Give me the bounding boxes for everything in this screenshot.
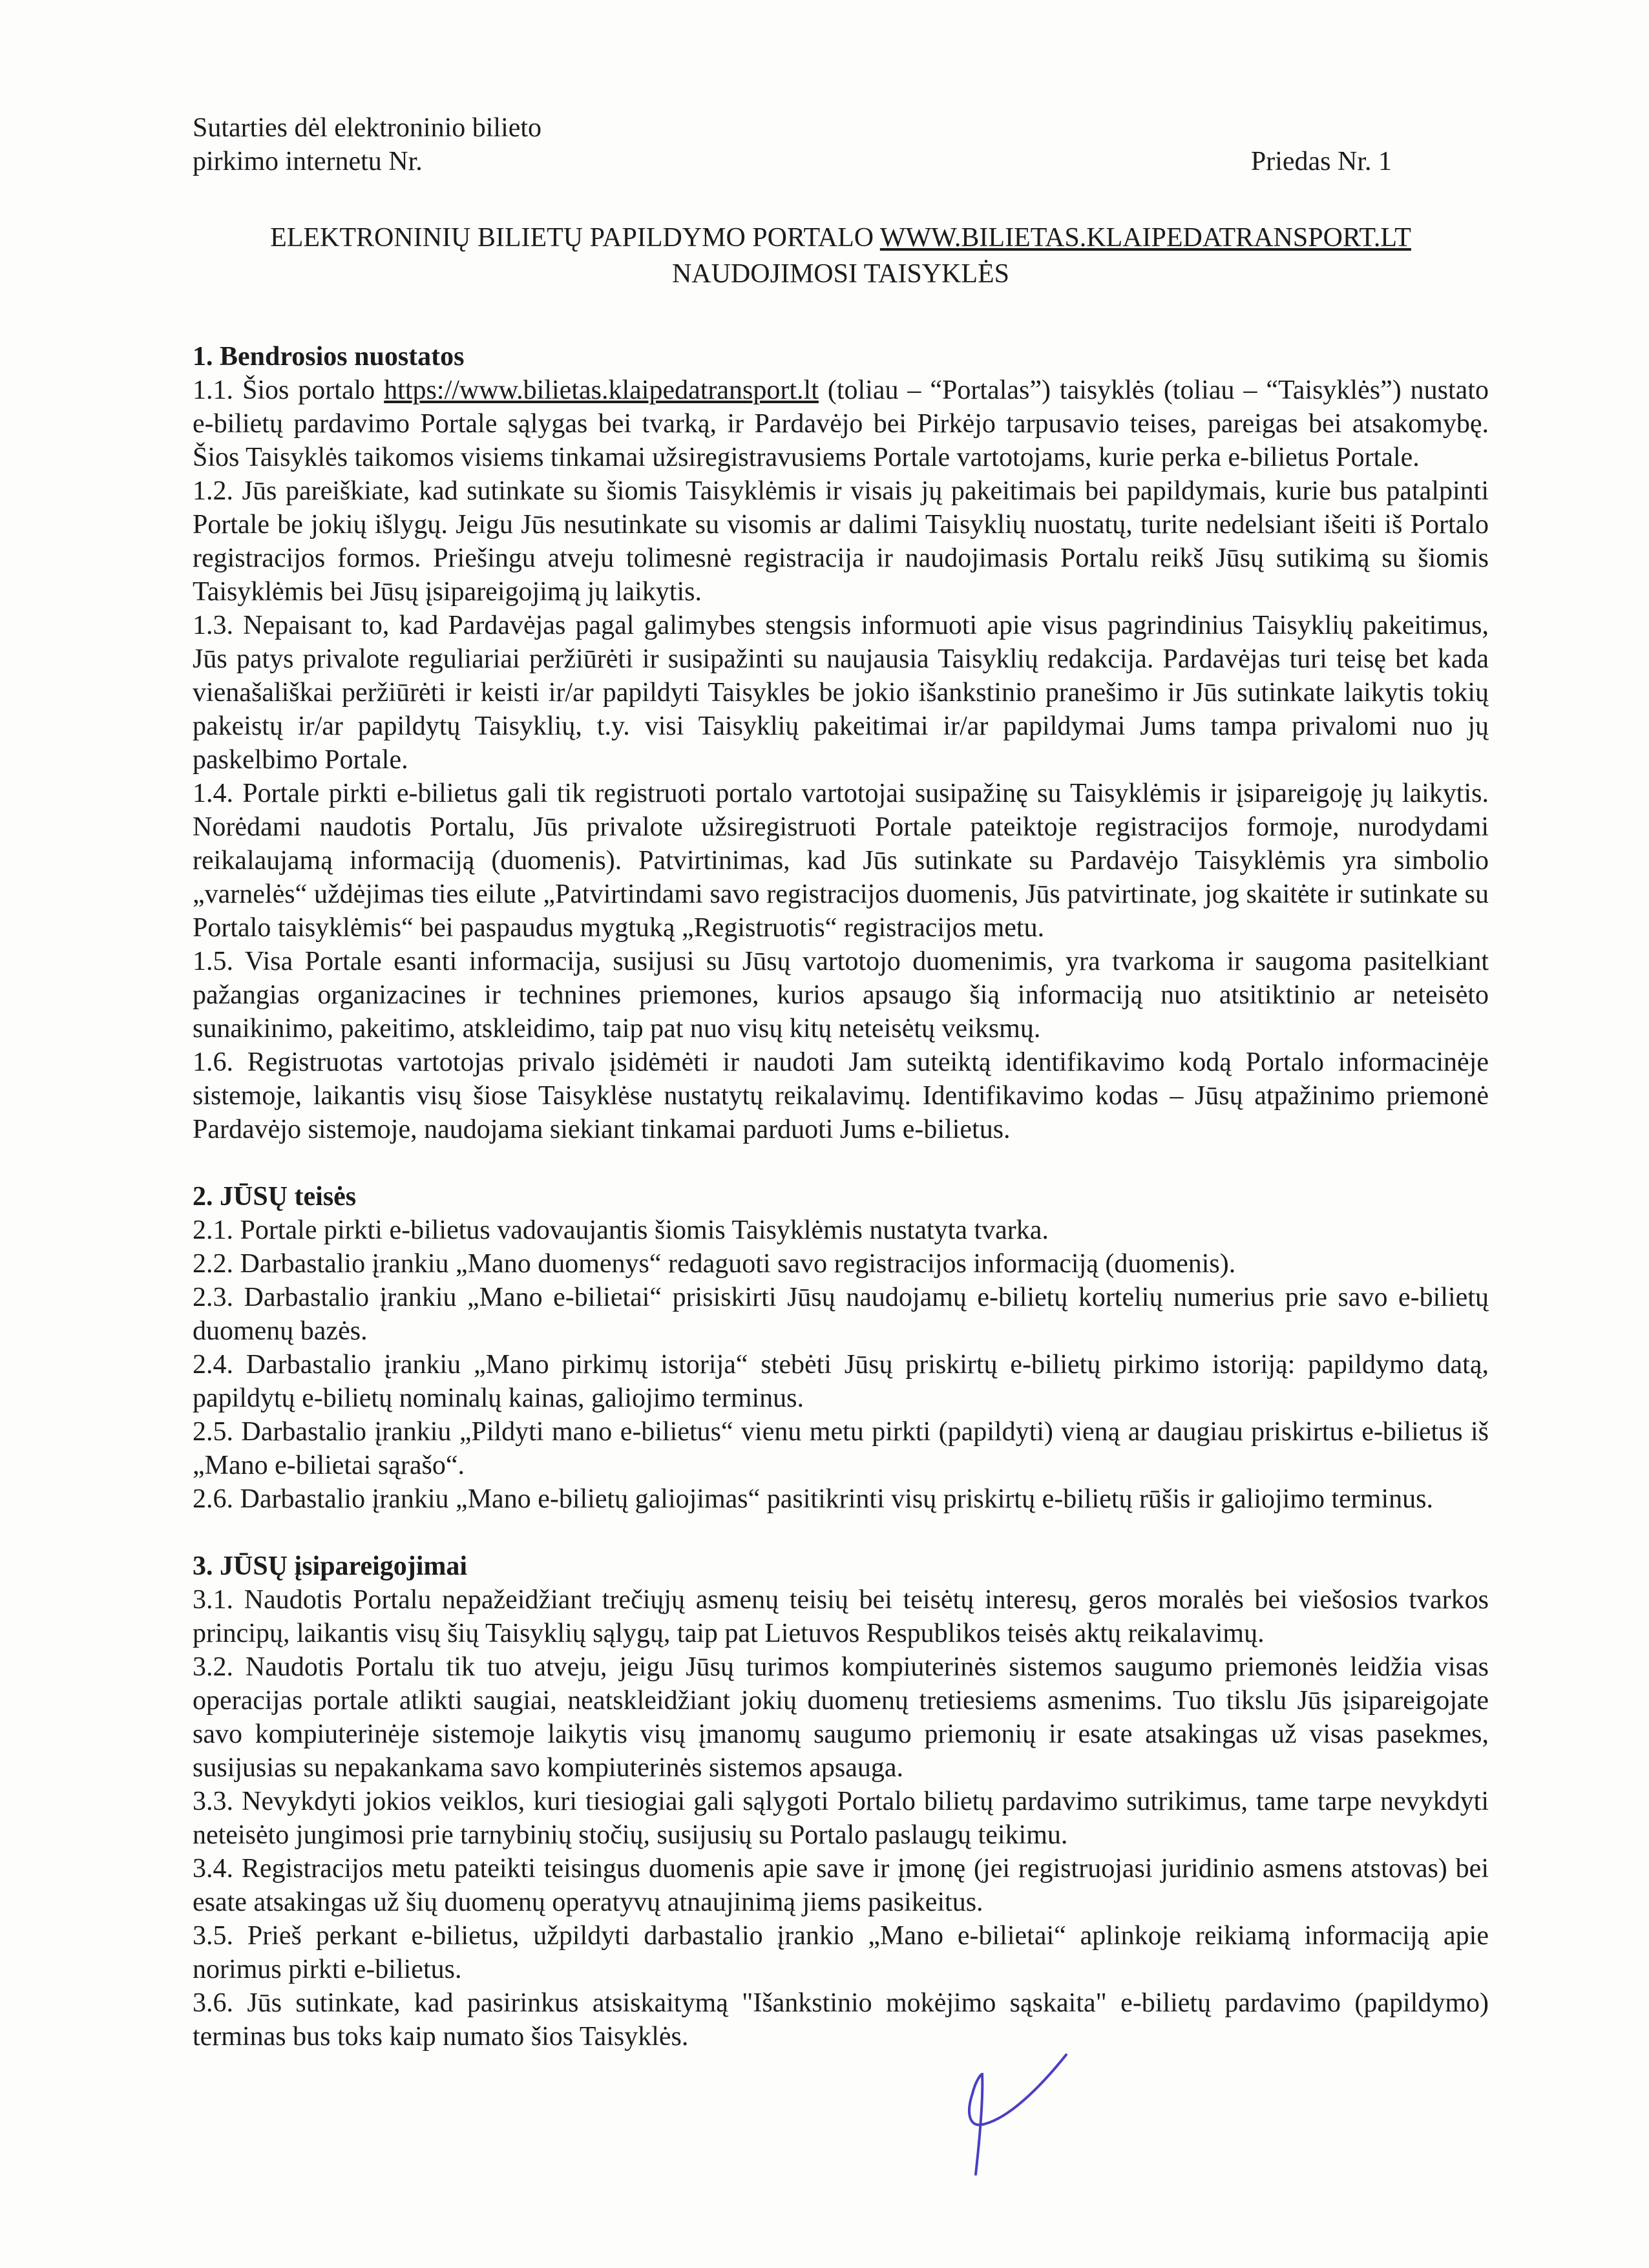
portal-link[interactable]: https://www.bilietas.klaipedatransport.lt [384, 375, 819, 405]
paragraph: 2.2. Darbastalio įrankiu „Mano duomenys“ redaguoti savo registracijos informaciją (duomenis). [193, 1249, 1236, 1279]
contract-reference-line2: pirkimo internetu Nr. [193, 147, 423, 176]
title-line2: NAUDOJIMOSI TAISYKLĖS [671, 259, 1010, 289]
annex-number: Priedas Nr. 1 [1250, 147, 1392, 176]
paragraph-text: 1.1. Šios portalo [193, 375, 384, 405]
paragraph [193, 373, 1489, 474]
paragraph: 3.6. Jūs sutinkate, kad pasirinkus atsiskaitymą "Išankstinio mokėjimo sąskaita" e-bilietų pardavimo (papildymo) terminas bus toks kaip numato šios Taisyklės. [193, 1988, 1489, 2052]
paragraph: 2.1. Portale pirkti e-bilietus vadovaujantis šiomis Taisyklėmis nustatyta tvarka. [193, 1215, 1049, 1245]
document-page [193, 111, 1489, 2053]
handwritten-initials [930, 2048, 1073, 2178]
paragraph: 3.5. Prieš perkant e-bilietus, užpildyti darbastalio įrankio „Mano e-bilietai“ aplinkoje reikiamą informaciją apie norimus pirkti e-bilietus. [193, 1921, 1489, 1984]
paragraph: 3.1. Naudotis Portalu nepažeidžiant trečiųjų asmenų teisių bei teisėtų interesų, geros moralės bei viešosios tvarkos principų, laikantis visų šių Taisyklių sąlygų, taip pat Lietuvos Respublikos teisės aktų reikalavimų. [193, 1585, 1489, 1648]
paragraph: 2.4. Darbastalio įrankiu „Mano pirkimų istorija“ stebėti Jūsų priskirtų e-bilietų pirkimo istoriją: papildymo datą, papildytų e-bilietų nominalų kainas, galiojimo terminus. [193, 1350, 1489, 1413]
paragraph-text: (toliau – “Portalas”) taisyklės (toliau – “Taisyklės”) nustato e-bilietų pardavimo Portale sąlygas bei tvarką, ir Pardavėjo bei Pirkėjo tarpusavio teises, pareigas bei atsakomybę. Šios Taisyklės taikomos visiems tinkamai užsiregistravusiems Portale vartotojams, kurie perka e-bilietus Portale. [193, 375, 1489, 472]
paragraph: 1.5. Visa Portale esanti informacija, susijusi su Jūsų vartotojo duomenimis, yra tvarkoma ir saugoma pasitelkiant pažangias organizacines ir technines priemones, kurios apsaugo šią informaciją nuo atsitiktinio ar neteisėto sunaikinimo, pakeitimo, atskleidimo, taip pat nuo visų kitų neteisėtų veiksmų. [193, 947, 1489, 1044]
paragraph: 1.6. Registruotas vartotojas privalo įsidėmėti ir naudoti Jam suteiktą identifikavimo kodą Portalo informacinėje sistemoje, laikantis visų šiose Taisyklėse nustatytų reikalavimų. Identifikavimo kodas – Jūsų atpažinimo priemonė Pardavėjo sistemoje, naudojama siekiant tinkamai parduoti Jums e-bilietus. [193, 1047, 1489, 1144]
document-title [193, 220, 1489, 292]
section-heading: 3. JŪSŲ įsipareigojimai [193, 1551, 468, 1581]
section-heading: 2. JŪSŲ teisės [193, 1182, 357, 1212]
paragraph: 1.2. Jūs pareiškiate, kad sutinkate su šiomis Taisyklėmis ir visais jų pakeitimais bei papildymais, kurie bus patalpinti Portale be jokių išlygų. Jeigu Jūs nesutinkate su visomis ar dalimi Taisyklių nuostatų, turite nedelsiant išeiti iš Portalo registracijos formos. Priešingu atveju tolimesnė registracija ir naudojimasis Portalu reikš Jūsų sutikimą su šiomis Taisyklėmis bei Jūsų įsipareigojimą jų laikytis. [193, 476, 1489, 607]
paragraph: 2.6. Darbastalio įrankiu „Mano e-bilietų galiojimas“ pasitikrinti visų priskirtų e-bilietų rūšis ir galiojimo terminus. [193, 1484, 1433, 1514]
paragraph: 2.3. Darbastalio įrankiu „Mano e-bilietai“ prisiskirti Jūsų naudojamų e-bilietų kortelių numerius prie savo e-bilietų duomenų bazės. [193, 1283, 1489, 1346]
paragraph: 3.3. Nevykdyti jokios veiklos, kuri tiesiogiai gali sąlygoti Portalo bilietų pardavimo sutrikimus, tame tarpe nevykdyti neteisėto jungimosi prie tarnybinių stočių, susijusių su Portalo paslaugų teikimu. [193, 1787, 1489, 1850]
paragraph: 3.2. Naudotis Portalu tik tuo atveju, jeigu Jūsų turimos kompiuterinės sistemos saugumo priemonės leidžia visas operacijas portale atlikti saugiai, neatskleidžiant jokių duomenų tretiesiems asmenims. Tuo tikslu Jūs įsipareigojate savo kompiuterinėje sistemoje laikytis visų įmanomų saugumo priemonių ir esate atsakingas už visas pasekmes, susijusias su nepakankama savo kompiuterinės sistemos apsauga. [193, 1652, 1489, 1783]
title-link[interactable]: WWW.BILIETAS.KLAIPEDATRANSPORT.LT [879, 223, 1411, 253]
paragraph: 2.5. Darbastalio įrankiu „Pildyti mano e-bilietus“ vienu metu pirkti (papildyti) vieną ar daugiau priskirtus e-bilietus iš „Mano e-bilietai sąrašo“. [193, 1417, 1489, 1480]
paragraph: 1.3. Nepaisant to, kad Pardavėjas pagal galimybes stengsis informuoti apie visus pagrindinius Taisyklių pakeitimus, Jūs patys privalote reguliariai peržiūrėti ir susipažinti su naujausia Taisyklių redakcija. Pardavėjas turi teisę bet kada vienašališkai peržiūrėti ir keisti ir/ar papildyti Taisykles be jokio išankstinio pranešimo ir Jūs sutinkate laikytis tokių pakeistų ir/ar papildytų Taisyklių, t.y. visi Taisyklių pakeitimai ir/ar papildymai Jums tampa privalomi nuo jų paskelbimo Portale. [193, 611, 1489, 775]
paragraph: 3.4. Registracijos metu pateikti teisingus duomenis apie save ir įmonę (jei registruojasi juridinio asmens atstovas) bei esate atsakingas už šių duomenų operatyvų atnaujinimą jiems pasikeitus. [193, 1854, 1489, 1917]
section-heading: 1. Bendrosios nuostatos [193, 342, 465, 372]
paragraph: 1.4. Portale pirkti e-bilietus gali tik registruoti portalo vartotojai susipažinę su Taisyklėmis ir įsipareigoję jų laikytis. Norėdami naudotis Portalu, Jūs privalote užsiregistruoti Portale pateiktoje registracijos formoje, nurodydami reikalaujamą informaciją (duomenis). Patvirtinimas, kad Jūs sutinkate su Pardavėjo Taisyklėmis yra simbolio „varnelės“ uždėjimas ties eilute „Patvirtindami savo registracijos duomenis, Jūs patvirtinate, jog skaitėte ir sutinkate su Portalo taisyklėmis“ bei paspaudus mygtuką „Registruotis“ registracijos metu. [193, 779, 1489, 943]
contract-reference [193, 111, 541, 178]
title-prefix: ELEKTRONINIŲ BILIETŲ PAPILDYMO PORTALO [270, 223, 880, 253]
document-header [193, 111, 1489, 178]
contract-reference-line1: Sutarties dėl elektroninio bilieto [193, 113, 542, 143]
